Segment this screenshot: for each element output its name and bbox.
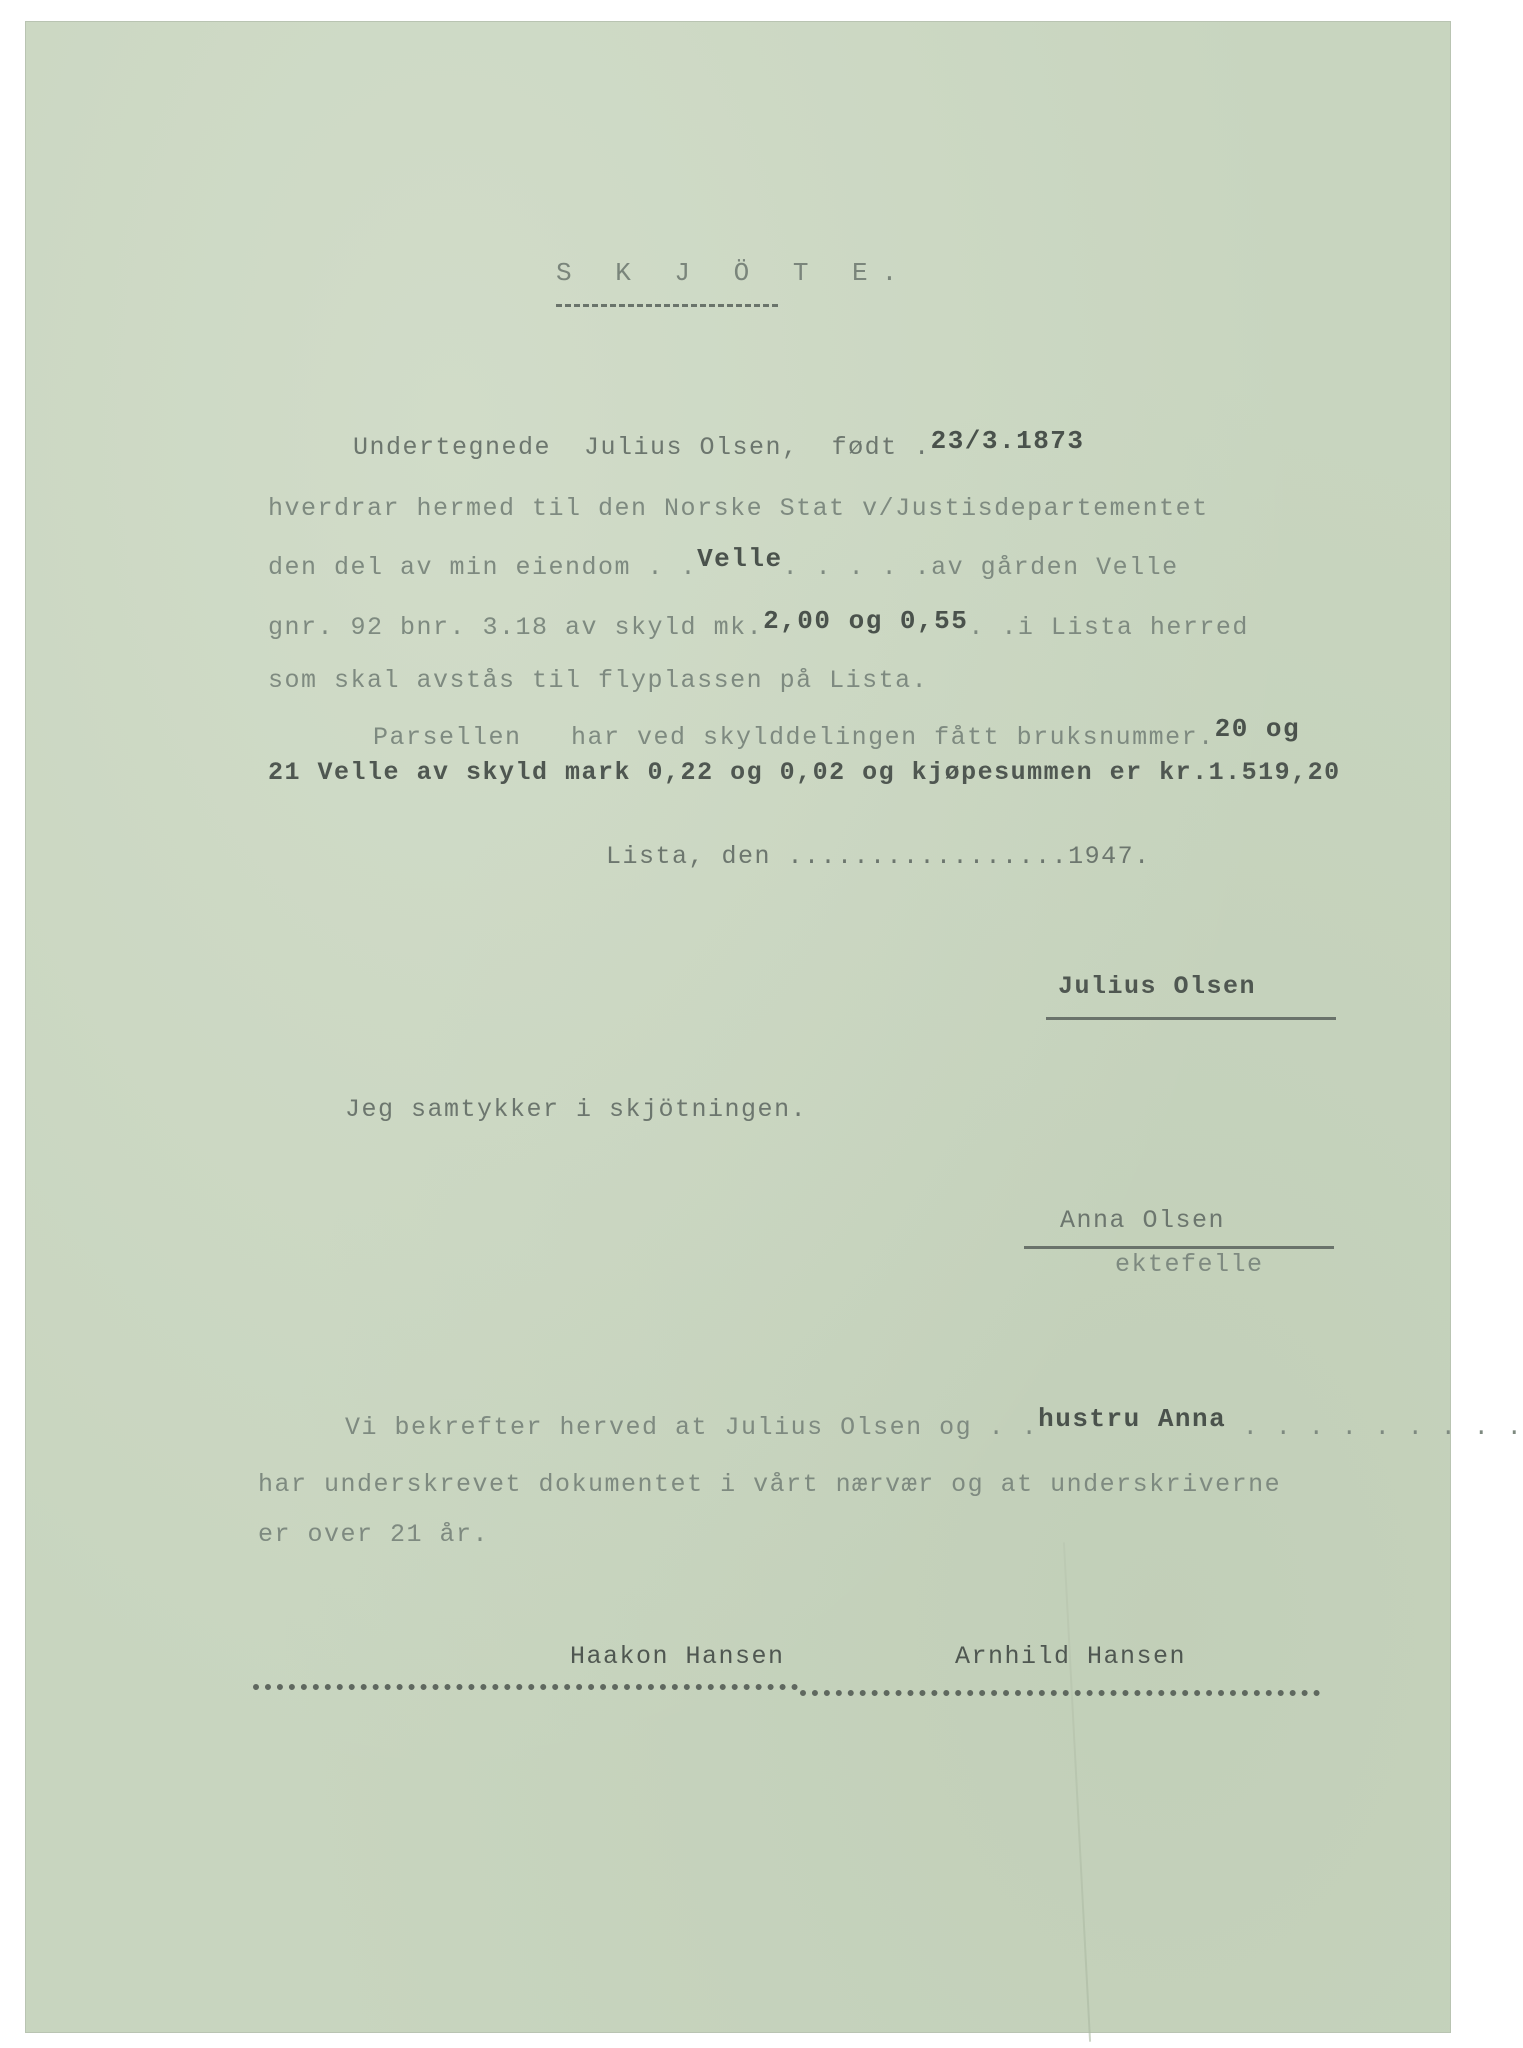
seller-name: Julius Olsen [1058, 972, 1257, 1001]
skyld-value: 2,00 og 0,55 [763, 606, 969, 636]
seller-signature-line [1046, 1017, 1336, 1020]
witness-line-1: Vi bekrefter herved at Julius Olsen og . .hustru Anna . . . . . . . . . [345, 1404, 1523, 1442]
place-date: Lista, den .................1947. [606, 842, 1151, 871]
property-name: Velle [697, 544, 783, 574]
document-title: S K J Ö T E. [556, 258, 912, 288]
spouse-role: ektefelle [1115, 1250, 1264, 1279]
spouse-reference: hustru Anna [1038, 1404, 1227, 1434]
witness-line-2: har underskrevet dokumentet i vårt nærvær og at underskriverne [258, 1470, 1282, 1499]
intro-line-1: Undertegnede Julius Olsen, født .23/3.1873 [353, 426, 1085, 462]
witness-1-name: Haakon Hansen [570, 1642, 785, 1671]
birth-date: 23/3.1873 [930, 426, 1085, 456]
witness-1-dotted-line [253, 1684, 798, 1690]
document-page [26, 22, 1450, 2032]
witness-line-3: er over 21 år. [258, 1520, 490, 1549]
consent-text: Jeg samtykker i skjötningen. [345, 1095, 808, 1124]
intro-line-4: gnr. 92 bnr. 3.18 av skyld mk.2,00 og 0,55. .i Lista herred [268, 606, 1249, 642]
witness-2-name: Arnhild Hansen [955, 1642, 1187, 1671]
title-underline [556, 304, 778, 307]
witness-2-dotted-line [800, 1690, 1320, 1696]
intro-line-2: hverdrar hermed til den Norske Stat v/Justisdepartementet [268, 494, 1209, 523]
parcel-line-1: Parsellen har ved skylddelingen fått bruksnummer.20 og [373, 714, 1301, 752]
spouse-signature-line [1024, 1246, 1334, 1249]
parcel-line-2: 21 Velle av skyld mark 0,22 og 0,02 og kjøpesummen er kr.1.519,20 [268, 758, 1341, 787]
intro-line-3: den del av min eiendom . .Velle. . . . .av gården Velle [268, 544, 1179, 582]
intro-line-5: som skal avstås til flyplassen på Lista. [268, 666, 929, 695]
bruksnummer-value: 20 og [1214, 714, 1301, 744]
paper-fold [1063, 1542, 1091, 2041]
spouse-name: Anna Olsen [1060, 1206, 1226, 1235]
